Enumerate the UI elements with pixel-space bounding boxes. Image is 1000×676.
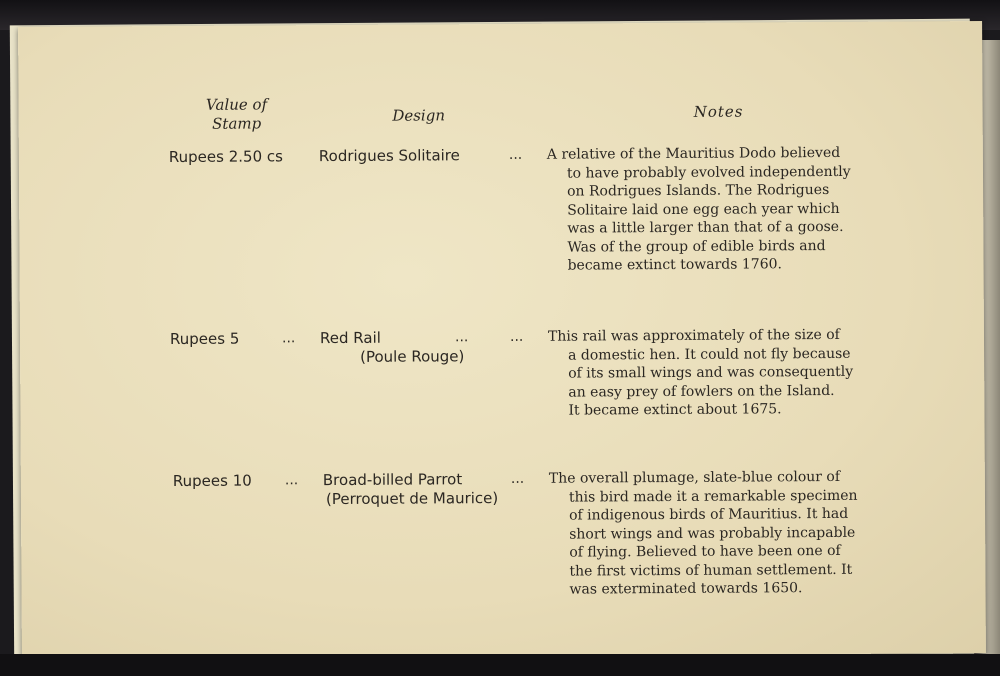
row1-note-line: became extinct towards 1760. bbox=[567, 256, 783, 274]
booklet-page bbox=[18, 21, 986, 659]
header-value-of-stamp bbox=[177, 95, 297, 134]
row2-design: Red Rail bbox=[319, 328, 381, 348]
row2-design-subtitle: (Poule Rouge) bbox=[360, 347, 465, 366]
row3-design-subtitle: (Perroquet de Maurice) bbox=[325, 489, 499, 509]
header-notes: Notes bbox=[693, 102, 744, 121]
row2-design-inline-dots: ... bbox=[454, 329, 469, 346]
row1-design: Rodrigues Solitaire bbox=[318, 146, 460, 166]
row1-note-line: Solitaire laid one egg each year which bbox=[567, 200, 840, 219]
row2-note-line: of its small wings and was consequently bbox=[568, 363, 854, 382]
header-value-line2: Stamp bbox=[212, 114, 262, 133]
row3-design: Broad-billed Parrot bbox=[322, 470, 463, 490]
row2-value: Rupees 5 bbox=[169, 329, 240, 349]
row1-note-line: to have probably evolved independently bbox=[566, 163, 851, 182]
row1-note-line: Was of the group of edible birds and bbox=[567, 237, 826, 256]
row3-note-line: the first victims of human settlement. It bbox=[569, 561, 853, 580]
row2-design-dots: ... bbox=[509, 328, 524, 345]
row2-note-line: a domestic hen. It could not fly because bbox=[568, 345, 851, 364]
row1-note-line: was a little larger than that of a goose. bbox=[567, 218, 844, 237]
table-surface bbox=[0, 654, 1000, 676]
row3-notes bbox=[549, 468, 858, 599]
row1-notes bbox=[547, 144, 851, 275]
row3-note-line: this bird made it a remarkable specimen bbox=[568, 487, 858, 506]
header-value-line1: Value of bbox=[205, 95, 268, 114]
row3-note-line: of indigenous birds of Mauritius. It had bbox=[569, 505, 849, 524]
row1-note-line: on Rodrigues Islands. The Rodrigues bbox=[567, 181, 830, 200]
row2-note-line: This rail was approximately of the size of bbox=[547, 326, 840, 345]
header-design: Design bbox=[392, 106, 446, 125]
row3-note-line: short wings and was probably incapable bbox=[569, 524, 856, 543]
row2-notes bbox=[548, 326, 853, 420]
row3-note-line: was exterminated towards 1650. bbox=[569, 580, 803, 598]
row3-value: Rupees 10 bbox=[172, 471, 252, 491]
row2-value-dots: ... bbox=[281, 330, 296, 347]
row2-note-line: It became extinct about 1675. bbox=[568, 401, 782, 419]
row2-note-line: an easy prey of fowlers on the Island. bbox=[568, 382, 835, 401]
row1-design-dots: ... bbox=[508, 146, 523, 163]
row3-design-dots: ... bbox=[510, 470, 525, 487]
row3-note-line: The overall plumage, slate-blue colour of bbox=[548, 468, 841, 487]
row1-value: Rupees 2.50 cs bbox=[168, 147, 283, 167]
row1-note-line: A relative of the Mauritius Dodo believed bbox=[546, 144, 841, 163]
row3-note-line: of flying. Believed to have been one of bbox=[569, 542, 841, 561]
row3-value-dots: ... bbox=[284, 472, 299, 489]
